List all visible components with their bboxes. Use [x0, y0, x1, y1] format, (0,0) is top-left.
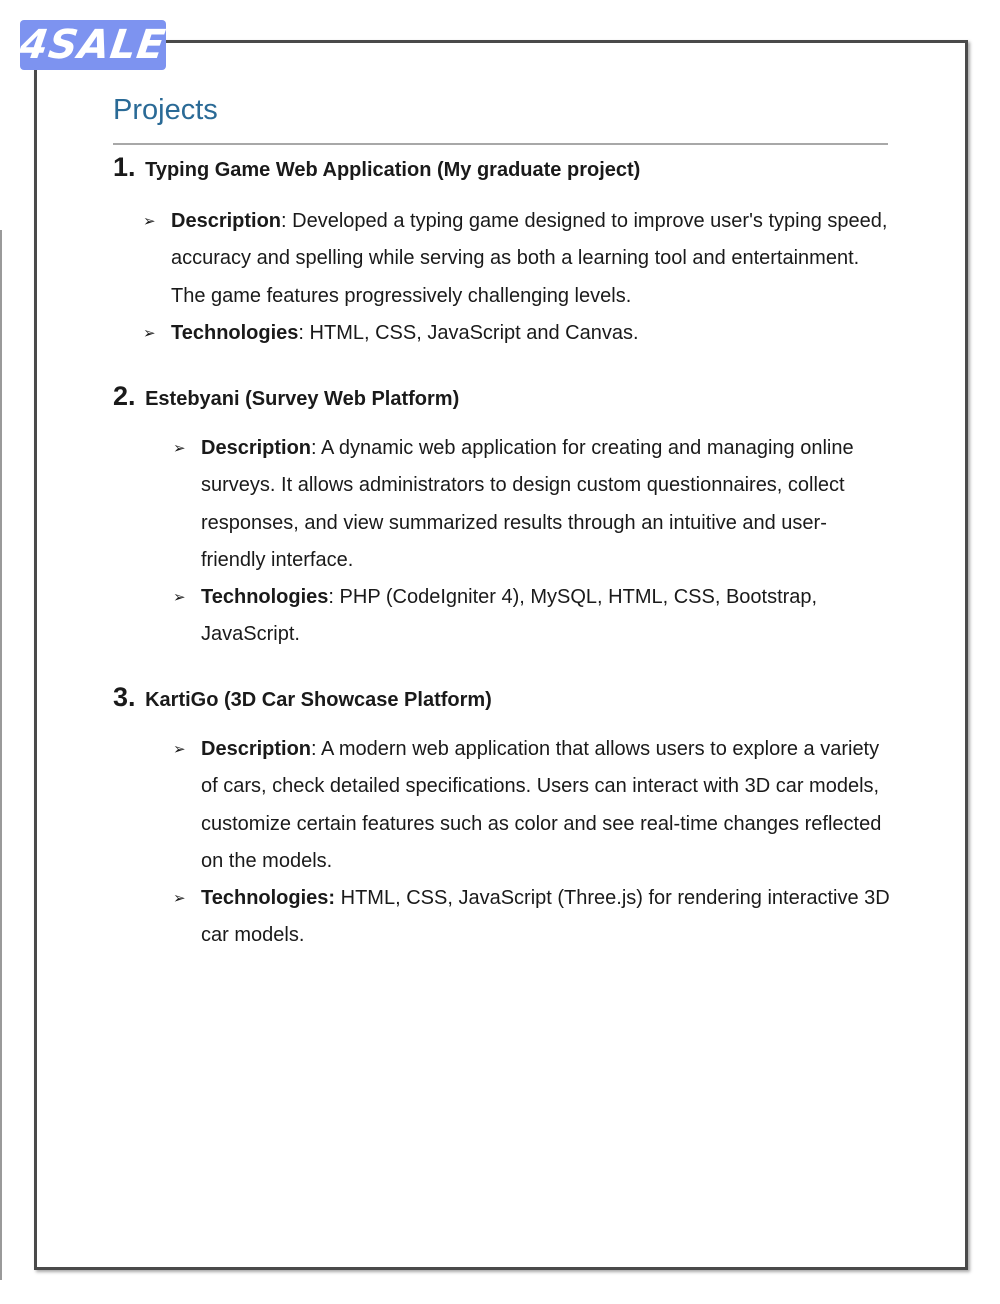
arrow-bullet-icon: ➢: [143, 324, 156, 342]
project-details: [143, 203, 888, 352]
description-text: : Developed a typing game designed to improve user's typing speed, accuracy and spelling while serving as both a learning tool and entertainment. The game features progressively challenging levels.: [171, 210, 888, 307]
technologies-label: Technologies: [171, 321, 299, 344]
arrow-bullet-icon: ➢: [173, 589, 186, 607]
description-label: Description: [201, 437, 312, 459]
project-number: 1.: [113, 152, 136, 182]
technologies-label: Technologies:: [201, 887, 336, 910]
arrow-bullet-icon: ➢: [143, 213, 156, 230]
technologies-label: Technologies: [201, 586, 329, 609]
description-item: [173, 731, 893, 880]
technologies-text: : HTML, CSS, JavaScript and Canvas.: [298, 321, 639, 344]
project-number: 3.: [113, 682, 136, 712]
page-edge-divider: [0, 230, 2, 1280]
watermark-text: 4SALE: [17, 22, 169, 68]
description-item: [143, 203, 888, 315]
description-label: Description: [201, 738, 312, 760]
project-heading: [113, 381, 459, 412]
technologies-item: [143, 315, 888, 352]
section-divider: [113, 143, 888, 145]
project-details: [173, 430, 863, 654]
arrow-bullet-icon: ➢: [173, 741, 186, 758]
description-label: Description: [171, 210, 282, 232]
watermark-logo: [17, 20, 169, 70]
project-number: 2.: [113, 381, 136, 411]
technologies-text: HTML, CSS, JavaScript (Three.js) for rendering interactive 3D car models.: [201, 887, 890, 947]
project-title: Estebyani (Survey Web Platform): [145, 388, 460, 410]
description-item: [173, 430, 863, 579]
technologies-text: : PHP (CodeIgniter 4), MySQL, HTML, CSS, Bootstrap, JavaScript.: [201, 586, 818, 646]
project-title: KartiGo (3D Car Showcase Platform): [145, 689, 492, 711]
project-heading: [113, 682, 492, 713]
arrow-bullet-icon: ➢: [173, 890, 186, 908]
technologies-item: [173, 579, 863, 654]
description-text: : A modern web application that allows users to explore a variety of cars, check detailed specifications. Users can interact with 3D car models, customize certain features such as color and see real-time changes reflected on the models.: [201, 738, 882, 872]
project-heading: [113, 152, 640, 183]
project-title: Typing Game Web Application (My graduate project): [145, 159, 641, 181]
project-details: [173, 731, 893, 955]
technologies-item: [173, 880, 893, 955]
section-title: Projects: [113, 94, 218, 126]
arrow-bullet-icon: ➢: [173, 440, 186, 457]
description-text: : A dynamic web application for creating and managing online surveys. It allows administrators to design custom questionnaires, collect responses, and view summarized results through an intuitive and user-friendly interface.: [201, 437, 854, 571]
